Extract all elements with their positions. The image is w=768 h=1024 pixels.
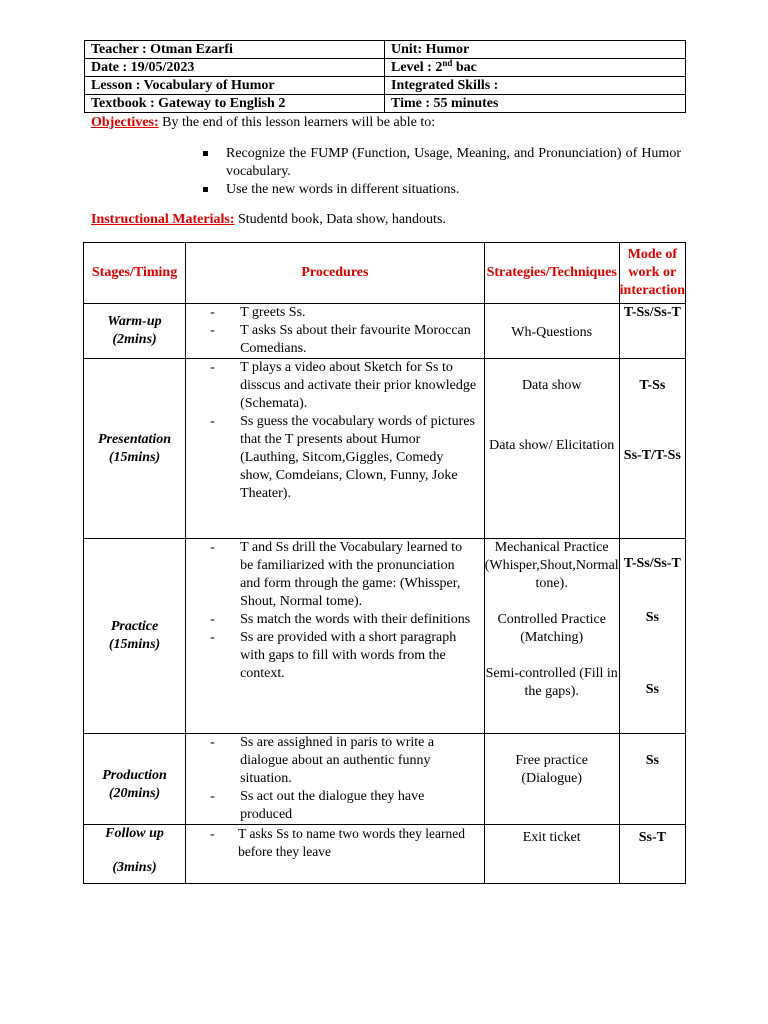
strategy-text: Free practice (Dialogue) (515, 753, 589, 786)
procedure-item: - T greets Ss. (210, 305, 306, 320)
mode-cell (619, 304, 685, 359)
header-procedures: Procedures (186, 243, 485, 304)
lesson-plan-table (83, 242, 686, 884)
stage-name: Presentation (97, 431, 172, 447)
lesson-info-table (84, 40, 686, 113)
procedure-text: T plays a video about Sketch for Ss to disscus and activate their prior knowledge (Schemata). (240, 360, 477, 411)
procedures-cell (186, 825, 485, 884)
procedure-item: - T and Ss drill the Vocabulary learned to be familiarized with the pronunciation and form through the game: (Whissper, Shout, Normal tome). (210, 540, 463, 609)
header-mode: Mode of work or interaction (619, 243, 685, 304)
header-strategies: Strategies/Techniques (484, 243, 619, 304)
stage-name: Follow up (105, 826, 164, 841)
objectives-line (91, 114, 691, 132)
procedure-text: Ss match the words with their definitions (240, 612, 471, 627)
stage-timing: (2mins) (112, 332, 157, 347)
stage-name: Warm-up (107, 314, 162, 329)
table-header-row (84, 243, 686, 304)
stage-timing: (15mins) (108, 449, 161, 465)
level-cell (385, 59, 686, 77)
objectives-label: Objectives: (91, 115, 159, 130)
stage-timing: (3mins) (112, 860, 157, 875)
procedure-item: - Ss are provided with a short paragraph with gaps to fill with words from the context. (210, 630, 457, 681)
strategies-cell (484, 359, 619, 539)
time-cell: Time : 55 minutes (385, 95, 686, 113)
date-cell: Date : 19/05/2023 (85, 59, 385, 77)
unit-cell: Unit: Humor (385, 41, 686, 59)
level-prefix: Level : 2 (391, 59, 443, 75)
procedure-text: Ss act out the dialogue they have produced (240, 789, 425, 822)
mode-text: Ss-T/T-Ss (623, 448, 681, 463)
materials-text: Studentd book, Data show, handouts. (234, 212, 446, 227)
stage-cell (84, 359, 186, 539)
procedure-item: - Ss guess the vocabulary words of pictures that the T presents about Humor (Lauthing, Sitcom,Giggles, Comedy show, Comdeians, Clown, Funny, Joke Theater). (210, 414, 475, 501)
stage-name: Practice (110, 619, 159, 634)
strategy-text: Data show (521, 378, 582, 393)
strategy-text: Data show/ Elicitation (489, 438, 615, 453)
bullet-square-icon (203, 187, 208, 192)
level-sup: nd (442, 57, 453, 68)
objective-item (203, 145, 681, 181)
table-row (84, 304, 686, 359)
stage-cell (84, 539, 186, 734)
table-row (84, 539, 686, 734)
header-stages: Stages/Timing (84, 243, 186, 304)
level-suffix: bac (452, 59, 477, 75)
procedure-text: Ss are assighned in paris to write a dialogue about an authentic funny situation. (240, 735, 435, 786)
materials-label: Instructional Materials: (91, 212, 235, 227)
procedure-item: - Ss are assighned in paris to write a dialogue about an authentic funny situation. (210, 735, 435, 786)
strategy-text: Mechanical Practice (Whisper,Shout,Normal tone). (484, 540, 619, 591)
lesson-cell: Lesson : Vocabulary of Humor (85, 77, 385, 95)
mode-cell (619, 359, 685, 539)
strategy-text: Exit ticket (522, 830, 581, 845)
mode-text: T-Ss (639, 378, 666, 393)
objective-text: Recognize the FUMP (Function, Usage, Meaning, and Pronunciation) of Humor vocabulary. (226, 146, 681, 179)
procedures-cell (186, 539, 485, 734)
mode-text: Ss-T (638, 830, 666, 845)
procedure-text: Ss are provided with a short paragraph with gaps to fill with words from the context. (240, 630, 457, 681)
procedure-text: T asks Ss to name two words they learned before they leave (238, 826, 466, 859)
procedures-cell (186, 734, 485, 825)
objective-item (203, 181, 681, 199)
stage-timing: (20mins) (108, 786, 161, 801)
table-row (84, 359, 686, 539)
procedure-item: - Ss act out the dialogue they have produced (210, 789, 425, 822)
table-row (84, 825, 686, 884)
stage-timing: (15mins) (108, 637, 161, 652)
mode-cell (619, 825, 685, 884)
bullet-square-icon (203, 151, 208, 156)
table-row (84, 734, 686, 825)
procedures-cell (186, 304, 485, 359)
mode-cell (619, 539, 685, 734)
procedure-text: T asks Ss about their favourite Moroccan Comedians. (240, 323, 471, 356)
stage-name: Production (102, 768, 167, 783)
objectives-list (203, 145, 681, 199)
strategy-text: Semi-controlled (Fill in the gaps). (485, 666, 618, 699)
procedure-text: T greets Ss. (240, 305, 306, 320)
strategies-cell (484, 825, 619, 884)
procedures-cell (186, 359, 485, 539)
materials-line (91, 211, 691, 229)
teacher-cell: Teacher : Otman Ezarfi (85, 41, 385, 59)
mode-text: T-Ss/Ss-T (623, 305, 681, 320)
procedure-item: - T asks Ss to name two words they learned before they leave (210, 826, 466, 859)
objective-text: Use the new words in different situations. (226, 182, 460, 197)
procedure-item: - T plays a video about Sketch for Ss to disscus and activate their prior knowledge (Schemata). (210, 360, 477, 411)
stage-cell (84, 825, 186, 884)
mode-text: Ss (645, 610, 659, 625)
mode-cell (619, 734, 685, 825)
procedure-item: - T asks Ss about their favourite Moroccan Comedians. (210, 323, 471, 356)
strategy-text: Wh-Questions (511, 325, 593, 340)
mode-text: Ss (645, 753, 659, 768)
procedure-text: Ss guess the vocabulary words of pictures that the T presents about Humor (Lauthing, Sitcom,Giggles, Comedy show, Comdeians, Clown, Funny, Joke Theater). (240, 414, 475, 501)
skills-cell: Integrated Skills : (385, 77, 686, 95)
procedure-text: T and Ss drill the Vocabulary learned to be familiarized with the pronunciation and form through the game: (Whissper, Shout, Normal tome). (240, 540, 463, 609)
textbook-cell: Textbook : Gateway to English 2 (85, 95, 385, 113)
mode-text: Ss (645, 682, 659, 697)
strategies-cell (484, 734, 619, 825)
strategy-text: Controlled Practice (Matching) (497, 612, 606, 645)
procedure-item: - Ss match the words with their definitions (210, 612, 471, 627)
stage-cell (84, 304, 186, 359)
stage-cell (84, 734, 186, 825)
strategies-cell (484, 304, 619, 359)
mode-text: T-Ss/Ss-T (623, 556, 681, 571)
strategies-cell (484, 539, 619, 734)
objectives-intro: By the end of this lesson learners will be able to: (158, 115, 436, 130)
